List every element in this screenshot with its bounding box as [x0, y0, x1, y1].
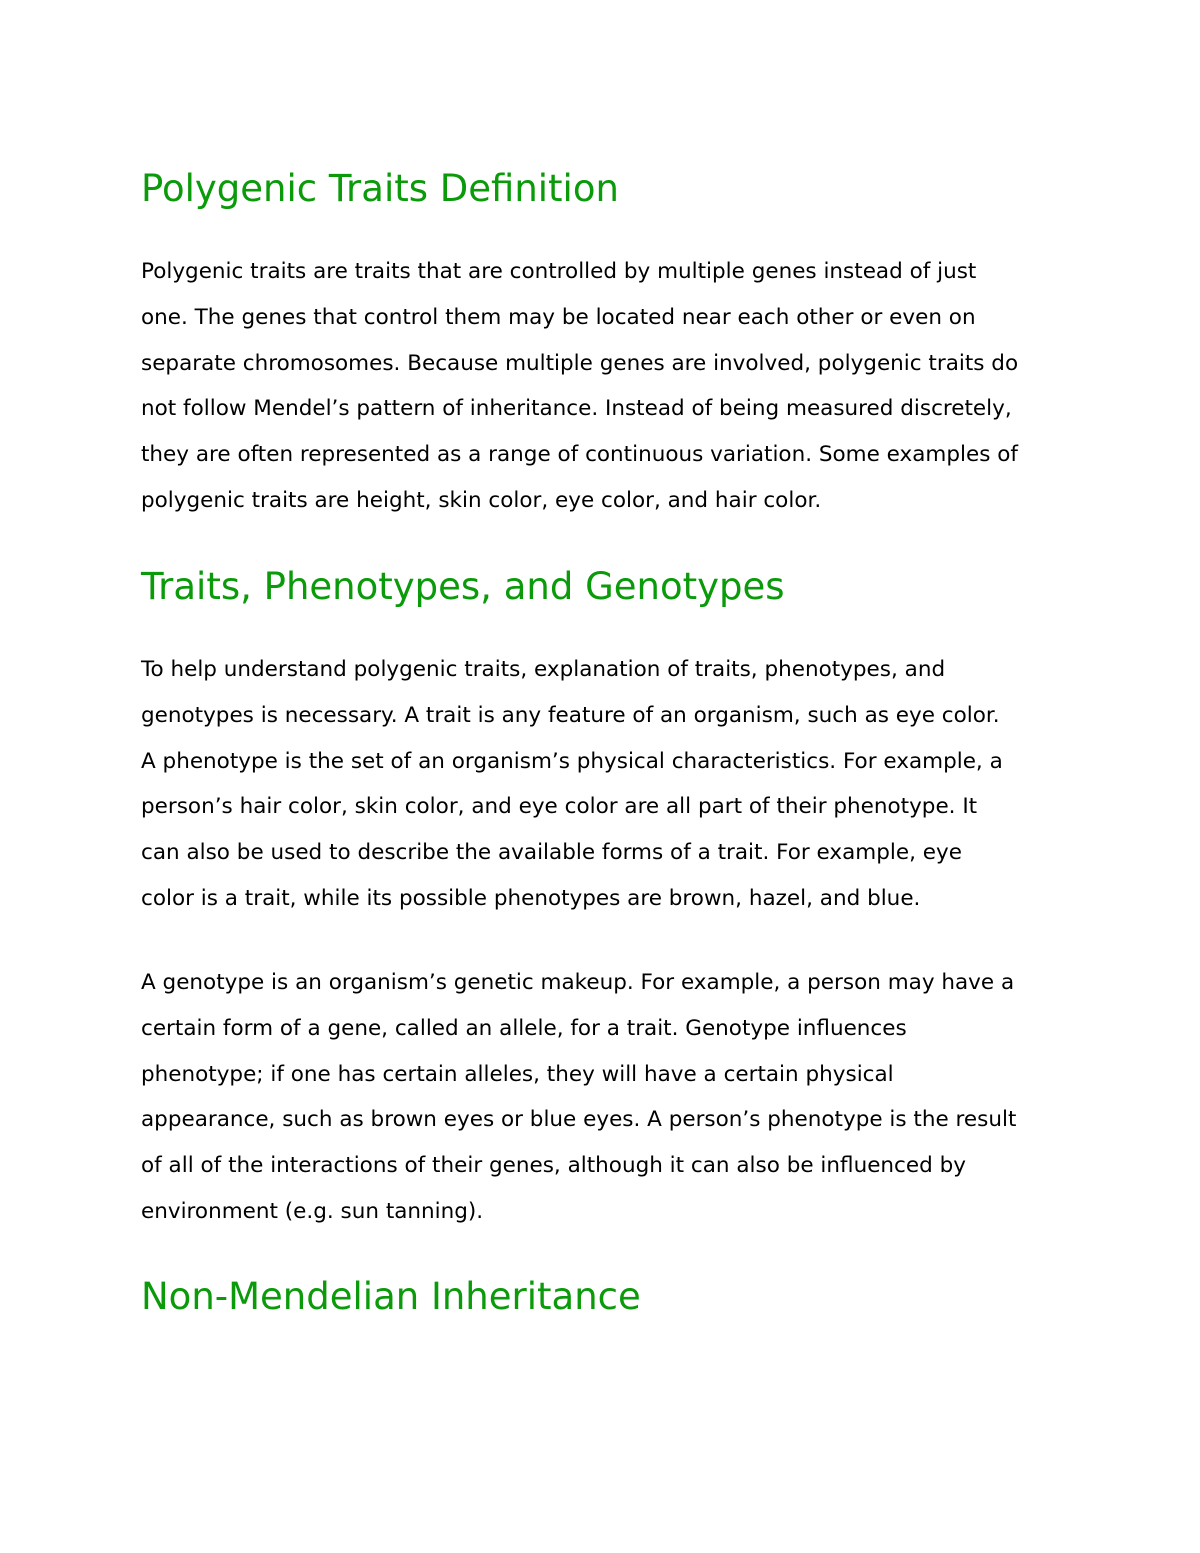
- heading-traits-phenotypes-genotypes: Traits, Phenotypes, and Genotypes: [141, 565, 785, 608]
- text-line: To help understand polygenic traits, explanation of traits, phenotypes, and: [141, 657, 946, 682]
- text-line: not follow Mendel’s pattern of inheritance. Instead of being measured discretely,: [141, 396, 1012, 422]
- text-line: can also be used to describe the available forms of a trait. For example, eye: [141, 840, 962, 866]
- paragraph-genotype: [141, 960, 1071, 1235]
- heading-non-mendelian-inheritance: Non-Mendelian Inheritance: [141, 1275, 641, 1318]
- paragraph-traits-phenotypes: [141, 647, 1071, 922]
- text-line: color is a trait, while its possible phenotypes are brown, hazel, and blue.: [141, 885, 921, 911]
- text-line: phenotype; if one has certain alleles, they will have a certain physical: [141, 1061, 894, 1087]
- paragraph-polygenic-traits: [141, 249, 1071, 524]
- text-line: separate chromosomes. Because multiple genes are involved, polygenic traits do: [141, 350, 1019, 376]
- text-line: one. The genes that control them may be located near each other or even on: [141, 304, 976, 330]
- text-line: polygenic traits are height, skin color, eye color, and hair color.: [141, 487, 822, 513]
- text-line: appearance, such as brown eyes or blue eyes. A person’s phenotype is the result: [141, 1107, 1017, 1133]
- text-line: A genotype is an organism’s genetic makeup. For example, a person may have a: [141, 970, 1015, 995]
- text-line: person’s hair color, skin color, and eye color are all part of their phenotype. It: [141, 794, 978, 820]
- text-line: Polygenic traits are traits that are controlled by multiple genes instead of just: [141, 259, 977, 284]
- heading-polygenic-traits-definition: Polygenic Traits Definition: [141, 167, 619, 210]
- text-line: A phenotype is the set of an organism’s physical characteristics. For example, a: [141, 748, 1003, 774]
- text-line: they are often represented as a range of continuous variation. Some examples of: [141, 442, 1018, 468]
- text-line: certain form of a gene, called an allele, for a trait. Genotype influences: [141, 1015, 907, 1041]
- text-line: genotypes is necessary. A trait is any feature of an organism, such as eye color.: [141, 702, 1000, 728]
- text-line: of all of the interactions of their genes, although it can also be influenced by: [141, 1153, 966, 1179]
- text-line: environment (e.g. sun tanning).: [141, 1198, 484, 1224]
